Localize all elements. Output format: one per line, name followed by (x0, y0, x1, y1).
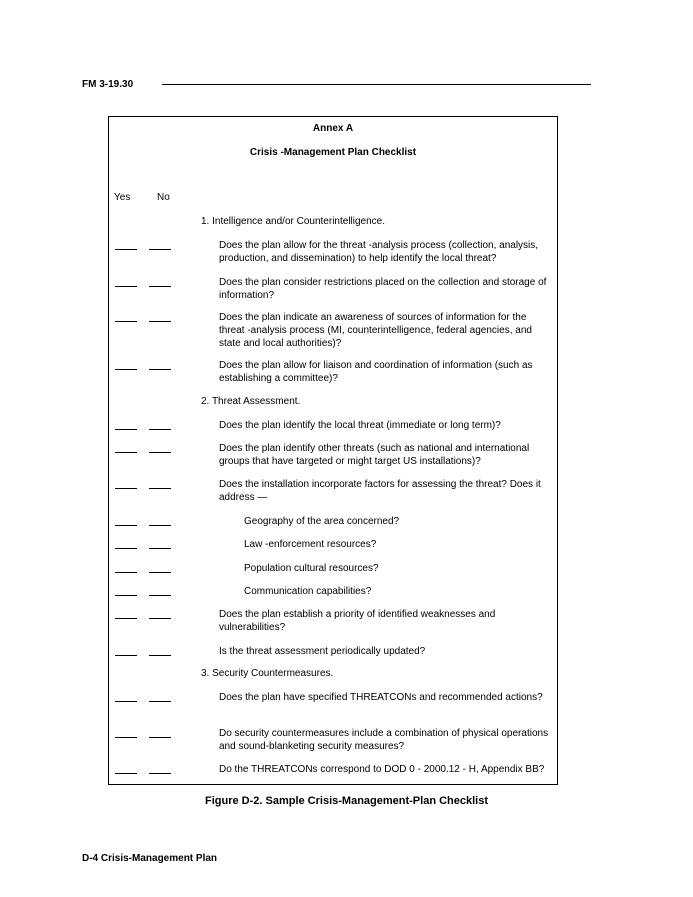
header-rule (162, 84, 591, 85)
checklist-question: Geography of the area concerned? (244, 516, 400, 527)
checklist-question: Does the plan indicate an awareness of sources of information for the threat -analysis process (MI, counterintelligence, federal agencies, and state and local authorities)? (219, 312, 532, 349)
checklist-question: Do security countermeasures include a combination of physical operations and sound-blanketing security measures? (219, 728, 549, 752)
yes-checkbox-line[interactable] (115, 452, 137, 453)
checklist-question: Does the plan establish a priority of identified weaknesses and vulnerabilities? (219, 609, 496, 633)
checklist-question: Does the installation incorporate factors for assessing the threat? Does it address — (219, 479, 541, 503)
checklist-question: Does the plan allow for liaison and coordination of information (such as establishing a committee)? (219, 360, 533, 384)
page-header-code: FM 3-19.30 (82, 79, 134, 90)
no-checkbox-line[interactable] (149, 488, 171, 489)
no-checkbox-line[interactable] (149, 286, 171, 287)
no-checkbox-line[interactable] (149, 655, 171, 656)
annex-title: Annex A (312, 123, 354, 134)
yes-checkbox-line[interactable] (115, 773, 137, 774)
yes-checkbox-line[interactable] (115, 525, 137, 526)
no-checkbox-line[interactable] (149, 618, 171, 619)
yes-checkbox-line[interactable] (115, 429, 137, 430)
no-checkbox-line[interactable] (149, 595, 171, 596)
section-heading: 3. Security Countermeasures. (201, 668, 334, 679)
yes-checkbox-line[interactable] (115, 488, 137, 489)
no-checkbox-line[interactable] (149, 548, 171, 549)
yes-checkbox-line[interactable] (115, 572, 137, 573)
yes-checkbox-line[interactable] (115, 701, 137, 702)
figure-caption: Figure D-2. Sample Crisis-Management-Plan Checklist (204, 795, 489, 807)
annex-subtitle: Crisis -Management Plan Checklist (249, 147, 417, 158)
checklist-question: Does the plan consider restrictions placed on the collection and storage of information? (219, 277, 547, 301)
no-checkbox-line[interactable] (149, 525, 171, 526)
yes-checkbox-line[interactable] (115, 249, 137, 250)
no-checkbox-line[interactable] (149, 369, 171, 370)
checklist-question: Population cultural resources? (244, 563, 379, 574)
yes-checkbox-line[interactable] (115, 321, 137, 322)
checklist-question: Does the plan allow for the threat -analysis process (collection, analysis, production, and dissemination) to help identify the local threat? (219, 240, 539, 264)
yes-column-header: Yes (114, 192, 131, 203)
no-checkbox-line[interactable] (149, 452, 171, 453)
no-column-header: No (157, 192, 170, 203)
section-heading: 2. Threat Assessment. (201, 396, 301, 407)
yes-checkbox-line[interactable] (115, 548, 137, 549)
checklist-question: Communication capabilities? (244, 586, 372, 597)
checklist-question: Do the THREATCONs correspond to DOD 0 - 2000.12 - H, Appendix BB? (219, 764, 545, 775)
no-checkbox-line[interactable] (149, 572, 171, 573)
checklist-question: Does the plan identify the local threat (immediate or long term)? (219, 420, 501, 431)
yes-checkbox-line[interactable] (115, 618, 137, 619)
checklist-question: Does the plan have specified THREATCONs and recommended actions? (219, 692, 543, 703)
no-checkbox-line[interactable] (149, 321, 171, 322)
yes-checkbox-line[interactable] (115, 655, 137, 656)
yes-checkbox-line[interactable] (115, 737, 137, 738)
section-heading: 1. Intelligence and/or Counterintelligence. (201, 216, 386, 227)
no-checkbox-line[interactable] (149, 249, 171, 250)
checklist-question: Law -enforcement resources? (244, 539, 377, 550)
yes-checkbox-line[interactable] (115, 286, 137, 287)
no-checkbox-line[interactable] (149, 701, 171, 702)
no-checkbox-line[interactable] (149, 429, 171, 430)
no-checkbox-line[interactable] (149, 737, 171, 738)
page-footer: D-4 Crisis-Management Plan (82, 853, 218, 864)
no-checkbox-line[interactable] (149, 773, 171, 774)
yes-checkbox-line[interactable] (115, 595, 137, 596)
checklist-question: Does the plan identify other threats (such as national and international groups that have targeted or might target US installations)? (219, 443, 530, 467)
checklist-question: Is the threat assessment periodically updated? (219, 646, 426, 657)
yes-checkbox-line[interactable] (115, 369, 137, 370)
